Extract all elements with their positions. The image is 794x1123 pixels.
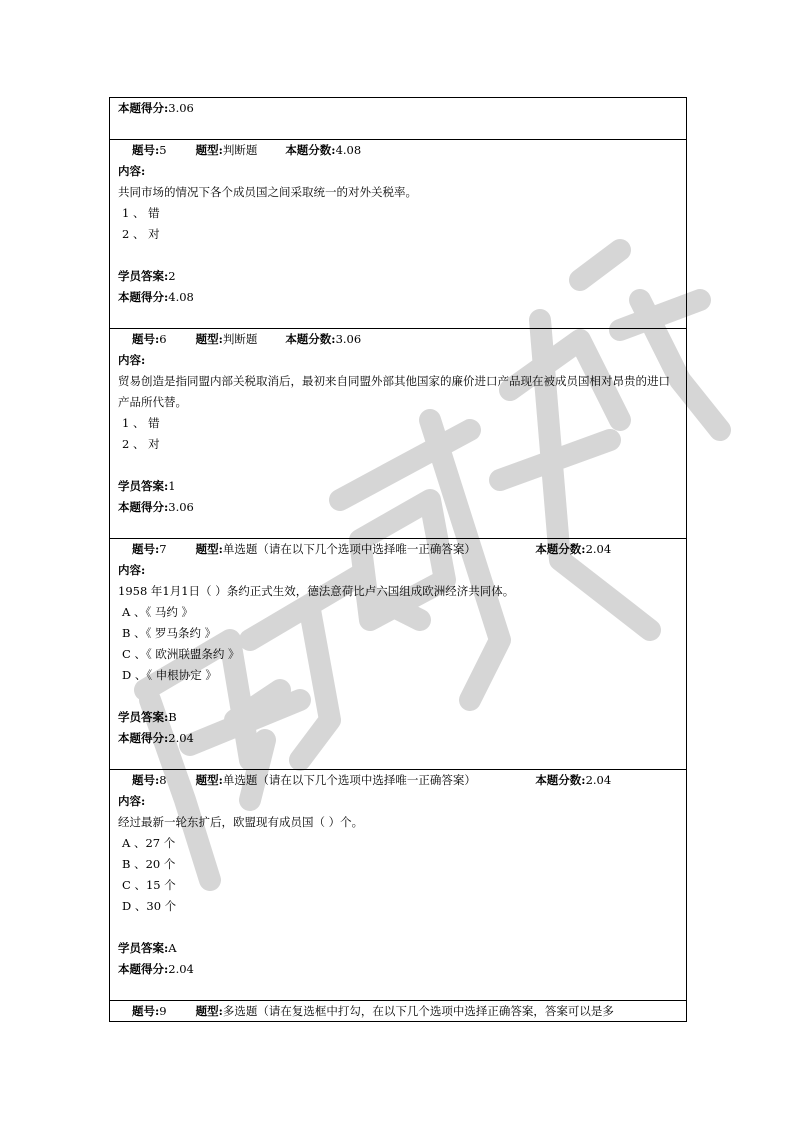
option-item: 2 、 对 — [122, 227, 160, 241]
question-number: 7 — [159, 542, 167, 556]
question-header — [118, 770, 686, 791]
student-answer: A — [168, 941, 177, 955]
question-content: 贸易创造是指同盟内部关税取消后，最初来自同盟外部其他国家的廉价进口产品现在被成员国相对昂贵的进口产品所代替。 — [118, 374, 670, 409]
question-block — [110, 770, 686, 1001]
question-type: 单选题（请在以下几个选项中选择唯一正确答案） — [222, 773, 476, 787]
question-type: 判断题 — [222, 332, 258, 346]
question-header — [118, 1001, 686, 1022]
type-label: 题型: — [195, 143, 223, 157]
answer-label: 学员答案: — [118, 710, 169, 724]
num-label: 题号: — [132, 332, 160, 346]
option-item: C 、15 个 — [122, 878, 176, 892]
question-block — [110, 329, 686, 539]
option-item: B 、《 罗马条约 》 — [122, 626, 217, 640]
type-label: 题型: — [195, 542, 223, 556]
points-label: 本题分数: — [535, 542, 586, 556]
student-answer: B — [168, 710, 177, 724]
question-header — [118, 329, 686, 350]
question-type: 多选题（请在复选框中打勾，在以下几个选项中选择正确答案，答案可以是多 — [222, 1004, 614, 1018]
question-number: 8 — [159, 773, 167, 787]
score-label: 本题得分: — [118, 962, 169, 976]
answer-label: 学员答案: — [118, 941, 169, 955]
type-label: 题型: — [195, 332, 223, 346]
points-label: 本题分数: — [285, 332, 336, 346]
question-header — [118, 539, 686, 560]
num-label: 题号: — [132, 143, 160, 157]
answer-label: 学员答案: — [118, 269, 169, 283]
num-label: 题号: — [132, 542, 160, 556]
question-content: 共同市场的情况下各个成员国之间采取统一的对外关税率。 — [118, 185, 417, 199]
question-block — [110, 539, 686, 770]
question-points: 2.04 — [585, 773, 612, 787]
student-answer: 2 — [168, 269, 176, 283]
score-value: 2.04 — [168, 962, 194, 976]
points-label: 本题分数: — [285, 143, 336, 157]
score-value: 3.06 — [168, 500, 194, 514]
num-label: 题号: — [132, 1004, 160, 1018]
score-label: 本题得分: — [118, 101, 169, 115]
option-item: 1 、 错 — [122, 206, 160, 220]
option-item: A 、27 个 — [122, 836, 176, 850]
question-points: 4.08 — [335, 143, 362, 157]
student-answer: 1 — [168, 479, 176, 493]
option-item: 2 、 对 — [122, 437, 160, 451]
question-number: 9 — [159, 1004, 167, 1018]
question-type: 单选题（请在以下几个选项中选择唯一正确答案） — [222, 542, 476, 556]
question-points: 2.04 — [585, 542, 612, 556]
score-label: 本题得分: — [118, 500, 169, 514]
score-label: 本题得分: — [118, 731, 169, 745]
question-header — [118, 140, 686, 161]
option-item: D 、30 个 — [122, 899, 177, 913]
question-type: 判断题 — [222, 143, 258, 157]
score-label: 本题得分: — [118, 290, 169, 304]
content-label: 内容: — [118, 563, 146, 577]
type-label: 题型: — [195, 1004, 223, 1018]
num-label: 题号: — [132, 773, 160, 787]
option-item: 1 、 错 — [122, 416, 160, 430]
question-block — [110, 1001, 686, 1022]
question-points: 3.06 — [335, 332, 362, 346]
option-item: A 、《 马约 》 — [122, 605, 194, 619]
question-number: 5 — [159, 143, 167, 157]
question-block — [110, 140, 686, 329]
content-label: 内容: — [118, 794, 146, 808]
content-label: 内容: — [118, 353, 146, 367]
content-label: 内容: — [118, 164, 146, 178]
points-label: 本题分数: — [535, 773, 586, 787]
score-value: 3.06 — [168, 101, 194, 115]
question-content: 经过最新一轮东扩后，欧盟现有成员国（ ）个。 — [118, 815, 364, 829]
previous-question-tail — [110, 98, 686, 140]
question-content: 1958 年1月1日（ ）条约正式生效，德法意荷比卢六国组成欧洲经济共同体。 — [118, 584, 515, 598]
option-item: C 、《 欧洲联盟条约 》 — [122, 647, 240, 661]
type-label: 题型: — [195, 773, 223, 787]
score-value: 2.04 — [168, 731, 194, 745]
exam-results-table — [109, 97, 687, 1022]
option-item: D 、《 申根协定 》 — [122, 668, 217, 682]
score-value: 4.08 — [168, 290, 194, 304]
answer-label: 学员答案: — [118, 479, 169, 493]
option-item: B 、20 个 — [122, 857, 176, 871]
question-number: 6 — [159, 332, 167, 346]
